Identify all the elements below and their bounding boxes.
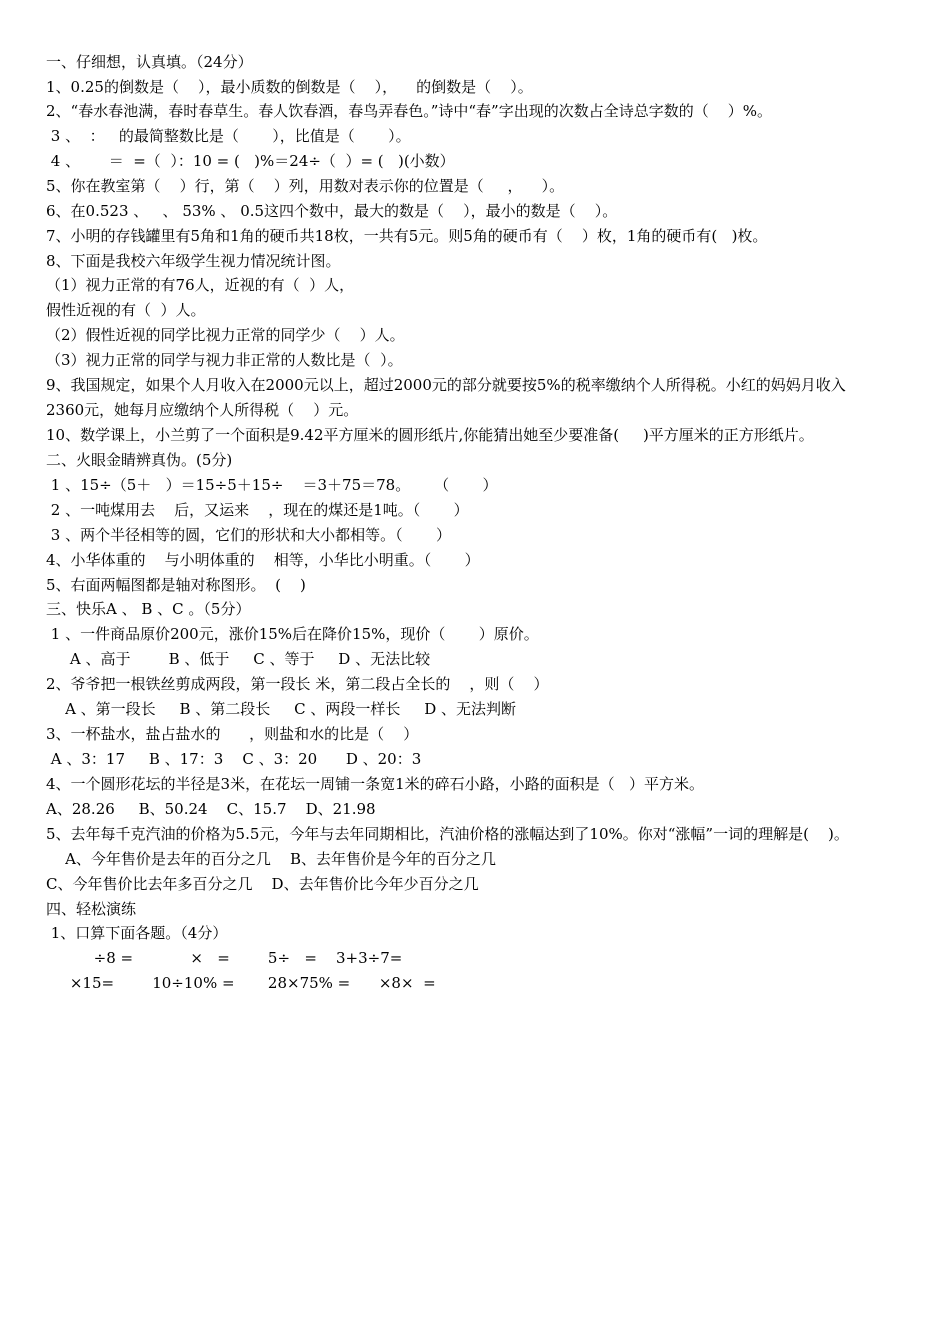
section-3-heading: 三、快乐A 、 B 、C 。（5分） [46,600,251,618]
question-1-1: 1、0.25的倒数是（ ），最小质数的倒数是（ ）， 的倒数是（ ）。 [46,78,533,96]
question-2-4: 4、小华体重的 与小明体重的 相等，小华比小明重。（ ） [46,551,480,569]
question-1-8-part-1: （1）视力正常的有76人，近视的有（ ）人， [46,276,355,294]
question-3-5-options-ab: A、今年售价是去年的百分之几 B、去年售价是今年的百分之几 [46,850,497,868]
question-3-1: 1 、一件商品原价200元，涨价15%后在降价15%，现价（ ）原价。 [46,625,539,643]
question-1-10: 10、数学课上，小兰剪了一个面积是9.42平方厘米的圆形纸片,你能猜出她至少要准备( )平方厘米的正方形纸片。 [46,426,814,444]
question-3-5: 5、去年每千克汽油的价格为5.5元，今年与去年同期相比，汽油价格的涨幅达到了10%。你对“涨幅”一词的理解是( )。 [46,825,849,843]
question-1-9: 9、我国规定，如果个人月收入在2000元以上，超过2000元的部分就要按5%的税率缴纳个人所得税。小红的妈妈月收入 [46,376,846,394]
section-2-heading: 二、火眼金睛辨真伪。(5分) [46,451,233,469]
question-1-8: 8、下面是我校六年级学生视力情况统计图。 [46,252,341,270]
question-3-5-options-cd: C、今年售价比去年多百分之几 D、去年售价比今年少百分之几 [46,875,479,893]
question-2-2: 2 、一吨煤用去 后，又运来 ，现在的煤还是1吨。（ ） [46,501,469,519]
mental-math-row-2: ×15= 10÷10% = 28×75% = ×8× = [46,974,436,992]
mental-math-row-1: ÷8 = × = 5÷ = 3+3÷7= [46,949,403,967]
question-2-1: 1 、15÷（5＋ ）＝15÷5＋15÷ ＝3＋75＝78。 （ ） [46,476,498,494]
question-2-5: 5、右面两幅图都是轴对称图形。 ( ) [46,576,306,594]
question-1-6: 6、在0.523 、 、 53% 、 0.5这四个数中，最大的数是（ ），最小的数是（ ）。 [46,202,618,220]
question-1-8-part-2: （2）假性近视的同学比视力正常的同学少（ ）人。 [46,326,405,344]
question-1-3: 3 、 ： 的最简整数比是（ ），比值是（ ）。 [46,127,411,145]
section-1-heading: 一、仔细想，认真填。（24分） [46,53,253,71]
question-3-4-options: A、28.26 B、50.24 C、15.7 D、21.98 [46,800,376,818]
question-1-5: 5、你在教室第（ ）行，第（ ）列，用数对表示你的位置是（ ， ）。 [46,177,565,195]
question-4-1: 1、口算下面各题。（4分） [46,924,228,942]
section-4-heading: 四、轻松演练 [46,900,137,918]
question-1-8-part-1b: 假性近视的有（ ）人。 [46,301,206,319]
question-1-7: 7、小明的存钱罐里有5角和1角的硬币共18枚，一共有5元。则5角的硬币有（ ）枚，1角的硬币有( )枚。 [46,227,768,245]
question-3-3-options: A 、3：17 B 、17：3 C 、3：20 D 、20：3 [46,750,422,768]
question-1-9-cont: 2360元，她每月应缴纳个人所得税（ ）元。 [46,401,359,419]
question-3-1-options: A 、高于 B 、低于 C 、等于 D 、无法比较 [46,650,431,668]
question-3-2-options: A 、第一段长 B 、第二段长 C 、两段一样长 D 、无法判断 [46,700,517,718]
question-3-4: 4、一个圆形花坛的半径是3米，在花坛一周铺一条宽1米的碎石小路，小路的面积是（ ）平方米。 [46,775,704,793]
question-2-3: 3 、两个半径相等的圆，它们的形状和大小都相等。（ ） [46,526,451,544]
question-1-8-part-3: （3）视力正常的同学与视力非正常的人数比是（ ）。 [46,351,403,369]
question-1-4: 4 、 ＝ =（ ）：10 = ( )%＝24÷（ ）= ( )(小数） [46,152,455,170]
question-3-3: 3、一杯盐水，盐占盐水的 ，则盐和水的比是（ ） [46,725,419,743]
question-1-2: 2、“春水春池满，春时春草生。春人饮春酒，春鸟弄春色。”诗中“春”字出现的次数占全诗总字数的（ ）%。 [46,102,773,120]
question-3-2: 2、爷爷把一根铁丝剪成两段，第一段长 米，第二段占全长的 ，则（ ） [46,675,549,693]
